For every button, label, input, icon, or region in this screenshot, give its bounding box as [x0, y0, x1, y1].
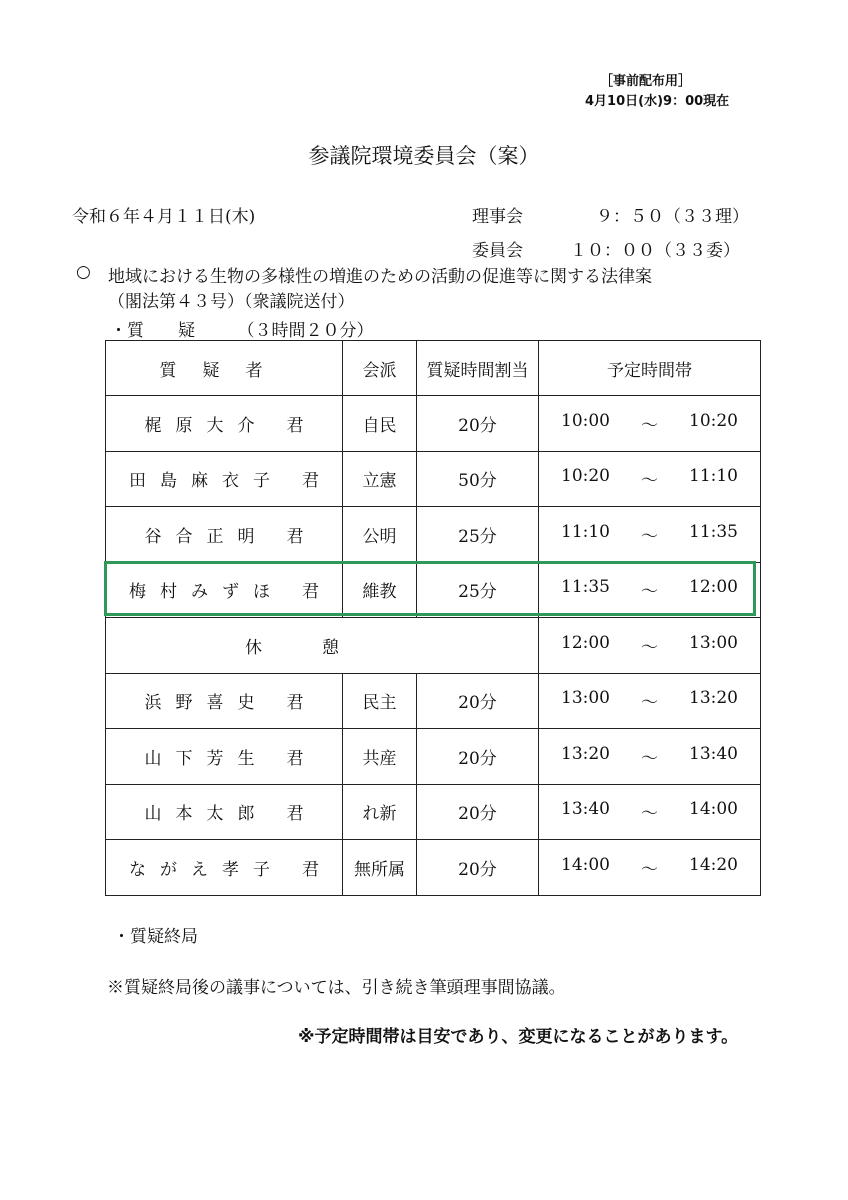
- table-row: [106, 451, 761, 507]
- honorific: 君: [286, 804, 304, 825]
- party-cell: れ新: [343, 784, 417, 840]
- questioner-name: 谷合正明: [144, 526, 269, 547]
- slot-tilde: ～: [641, 804, 658, 825]
- bill-subtitle: （閣法第４３号）（衆議院送付）: [108, 292, 355, 312]
- slot-end: 14:00: [689, 799, 738, 820]
- party-cell: 維教: [343, 562, 417, 618]
- time-slot-cell: [539, 840, 761, 896]
- questioner-name: 梶原大介: [144, 415, 269, 436]
- time-slot-cell: [539, 784, 761, 840]
- header-questioner: 質疑者: [106, 341, 343, 396]
- slot-tilde: ～: [641, 471, 658, 492]
- slot-start: 10:20: [561, 466, 610, 487]
- slot-end: 10:20: [689, 410, 738, 431]
- party-cell: 共産: [343, 729, 417, 785]
- slot-end: 11:35: [689, 521, 738, 542]
- slot-start: 13:00: [561, 688, 610, 709]
- table-row: [106, 507, 761, 563]
- table-header-row: [106, 341, 761, 396]
- slot-end: 12:00: [689, 577, 738, 598]
- slot-end: 11:10: [689, 466, 738, 487]
- time-slot-cell: [539, 562, 761, 618]
- slot-tilde: ～: [641, 526, 658, 547]
- honorific: 君: [302, 582, 319, 603]
- questioner-cell: [106, 729, 343, 785]
- allocation-cell: 20分: [417, 673, 539, 729]
- bill-bullet: ○: [76, 262, 91, 282]
- slot-start: 13:20: [561, 743, 610, 764]
- break-row: [106, 618, 761, 674]
- iinkai-time: １０：００（３３委）: [570, 241, 740, 261]
- questioner-name: 山本太郎: [144, 804, 269, 825]
- table-row: [106, 784, 761, 840]
- allocation-cell: 20分: [417, 729, 539, 785]
- questioner-cell: [106, 396, 343, 452]
- allocation-cell: 20分: [417, 396, 539, 452]
- questioner-cell: [106, 673, 343, 729]
- as-of-timestamp: 4月10日(水)9：00現在: [585, 94, 730, 109]
- slot-start: 11:35: [561, 577, 610, 598]
- slot-tilde: ～: [641, 693, 658, 714]
- slot-start: 11:10: [561, 521, 610, 542]
- questioner-cell: [106, 562, 343, 618]
- rijikai-label: 理事会: [472, 207, 523, 227]
- slot-tilde: ～: [641, 637, 658, 658]
- honorific: 君: [302, 471, 319, 492]
- meeting-date: 令和６年４月１１日(木): [72, 207, 256, 227]
- honorific: 君: [286, 748, 304, 769]
- honorific: 君: [286, 693, 304, 714]
- allocation-cell: 50分: [417, 451, 539, 507]
- time-slot-cell: [539, 618, 761, 674]
- time-slot-cell: [539, 451, 761, 507]
- qa-end-note: ・質疑終局: [113, 927, 198, 947]
- table-row: [106, 840, 761, 896]
- time-slot-cell: [539, 396, 761, 452]
- table-row: [106, 729, 761, 785]
- slot-end: 13:40: [689, 743, 738, 764]
- time-slot-cell: [539, 729, 761, 785]
- slot-start: 12:00: [561, 632, 610, 653]
- allocation-cell: 20分: [417, 784, 539, 840]
- break-label: 休憩: [106, 618, 539, 674]
- time-slot-cell: [539, 507, 761, 563]
- allocation-cell: 25分: [417, 507, 539, 563]
- qa-heading: ・質 疑 （３時間２０分）: [110, 321, 374, 341]
- header-allocation: 質疑時間割当: [417, 341, 539, 396]
- party-cell: 民主: [343, 673, 417, 729]
- questioner-cell: [106, 451, 343, 507]
- schedule-disclaimer: ※予定時間帯は目安であり、変更になることがあります。: [298, 1027, 739, 1047]
- slot-tilde: ～: [641, 748, 658, 769]
- table-row: [106, 562, 761, 618]
- slot-start: 10:00: [561, 410, 610, 431]
- questioner-name: 田島麻衣子: [129, 471, 284, 492]
- honorific: 君: [286, 415, 304, 436]
- slot-end: 13:00: [689, 632, 738, 653]
- party-cell: 立憲: [343, 451, 417, 507]
- honorific: 君: [302, 859, 319, 880]
- rijikai-time: ９：５０（３３理）: [596, 207, 749, 227]
- table-row: [106, 673, 761, 729]
- allocation-cell: 20分: [417, 840, 539, 896]
- questioner-name: 浜野喜史: [144, 693, 269, 714]
- table-row: [106, 396, 761, 452]
- slot-start: 14:00: [561, 854, 610, 875]
- qa-schedule-table: [105, 340, 761, 896]
- header-party: 会派: [343, 341, 417, 396]
- party-cell: 公明: [343, 507, 417, 563]
- questioner-cell: [106, 840, 343, 896]
- slot-tilde: ～: [641, 582, 658, 603]
- slot-tilde: ～: [641, 415, 658, 436]
- table-body: [106, 396, 761, 896]
- iinkai-label: 委員会: [472, 241, 523, 261]
- slot-end: 14:20: [689, 854, 738, 875]
- honorific: 君: [286, 526, 304, 547]
- questioner-cell: [106, 784, 343, 840]
- time-slot-cell: [539, 673, 761, 729]
- slot-start: 13:40: [561, 799, 610, 820]
- allocation-cell: 25分: [417, 562, 539, 618]
- page-title: 参議院環境委員会（案）: [308, 144, 540, 168]
- questioner-cell: [106, 507, 343, 563]
- questioner-name: ながえ孝子: [129, 859, 284, 880]
- distribution-stamp: ［事前配布用］: [600, 74, 692, 89]
- slot-end: 13:20: [689, 688, 738, 709]
- header-time-slot: 予定時間帯: [539, 341, 761, 396]
- questioner-name: 山下芳生: [144, 748, 269, 769]
- slot-tilde: ～: [641, 859, 658, 880]
- questioner-name: 梅村みずほ: [129, 582, 284, 603]
- after-qa-note: ※質疑終局後の議事については、引き続き筆頭理事間協議。: [107, 978, 566, 998]
- party-cell: 無所属: [343, 840, 417, 896]
- party-cell: 自民: [343, 396, 417, 452]
- bill-title: 地域における生物の多様性の増進のための活動の促進等に関する法律案: [108, 267, 652, 287]
